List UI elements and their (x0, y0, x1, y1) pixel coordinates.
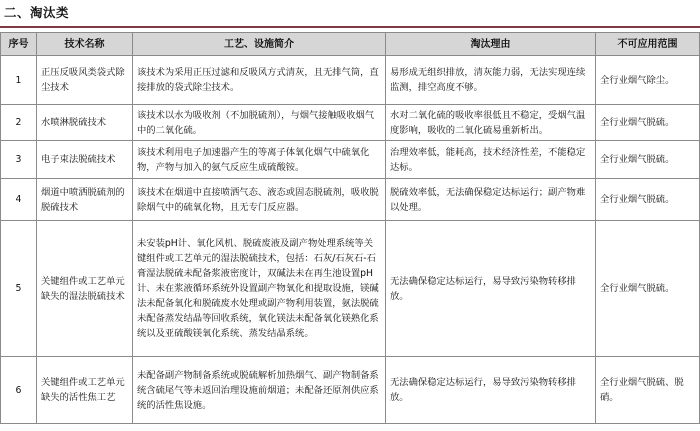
table-row (1, 105, 700, 141)
row-no: 4 (1, 179, 37, 221)
row-process-intro: 未配备副产物制备系统或脱硫解析加热烟气、副产物制备系统含硫尾气等未返回治理设施前烟道；未配备还原剂供应系统的活性焦设施。 (133, 357, 386, 424)
row-elimination-reason: 治理效率低，能耗高，技术经济性差，不能稳定达标。 (386, 141, 596, 179)
row-elimination-reason: 水对二氧化硫的吸收率很低且不稳定，受烟气温度影响，吸收的二氧化硫易重新析出。 (386, 105, 596, 141)
row-elimination-reason: 脱硫效率低，无法确保稳定达标运行；副产物难以处理。 (386, 179, 596, 221)
row-no: 2 (1, 105, 37, 141)
row-process-intro: 未安装pH计、氧化风机、脱硫废液及副产物处理系统等关键组件或工艺单元的湿法脱硫技术，包括：石灰/石灰石-石膏湿法脱硫未配备浆液密度计，双碱法未在再生池设置pH计、未在浆液循环系统外设置副产物氧化和提取设施，镁碱法未配备氧化和脱硫废水处理或副产物利用装置，氨法脱硫未配备蒸发结晶等回收系统，氧化镁法未配备氧化镁熟化系统以及亚硫酸镁氧化系统、蒸发结晶系统。 (133, 221, 386, 357)
row-technology-name: 水喷淋脱硫技术 (37, 105, 133, 141)
row-elimination-reason: 无法确保稳定达标运行，易导致污染物转移排放。 (386, 221, 596, 357)
row-no: 6 (1, 357, 37, 424)
header-no: 序号 (1, 33, 37, 56)
header-process-intro: 工艺、设施简介 (133, 33, 386, 56)
table-row (1, 357, 700, 424)
row-process-intro: 该技术在烟道中直接喷洒气态、液态或固态脱硫剂，吸收脱除烟气中的硫氧化物，且无专门反应器。 (133, 179, 386, 221)
row-inapplicable-scope: 全行业烟气脱硫。 (596, 179, 700, 221)
row-technology-name: 关键组件或工艺单元缺失的活性焦工艺 (37, 357, 133, 424)
table-header-row (1, 33, 700, 56)
table-row (1, 179, 700, 221)
row-inapplicable-scope: 全行业烟气脱硫、脱硝。 (596, 357, 700, 424)
row-no: 1 (1, 56, 37, 105)
row-inapplicable-scope: 全行业烟气脱硫。 (596, 141, 700, 179)
row-process-intro: 该技术以水为吸收剂（不加脱硫剂），与烟气接触吸收烟气中的二氧化硫。 (133, 105, 386, 141)
row-no: 5 (1, 221, 37, 357)
table-row (1, 221, 700, 357)
row-technology-name: 正压反吸风类袋式除尘技术 (37, 56, 133, 105)
row-process-intro: 该技术为采用正压过滤和反吸风方式清灰，且无排气筒，直接排放的袋式除尘技术。 (133, 56, 386, 105)
row-elimination-reason: 无法确保稳定达标运行，易导致污染物转移排放。 (386, 357, 596, 424)
row-inapplicable-scope: 全行业烟气脱硫。 (596, 105, 700, 141)
row-no: 3 (1, 141, 37, 179)
row-inapplicable-scope: 全行业烟气除尘。 (596, 56, 700, 105)
row-technology-name: 关键组件或工艺单元缺失的湿法脱硫技术 (37, 221, 133, 357)
row-inapplicable-scope: 全行业烟气脱硫。 (596, 221, 700, 357)
row-technology-name: 烟道中喷洒脱硫剂的脱硫技术 (37, 179, 133, 221)
table-row (1, 56, 700, 105)
row-process-intro: 该技术利用电子加速器产生的等离子体氧化烟气中硫氧化物，产物与加入的氨气反应生成硫酸铵。 (133, 141, 386, 179)
header-technology-name: 技术名称 (37, 33, 133, 56)
header-inapplicable-scope: 不可应用范围 (596, 33, 700, 56)
row-technology-name: 电子束法脱硫技术 (37, 141, 133, 179)
row-elimination-reason: 易形成无组织排放，清灰能力弱，无法实现连续监测，排空高度不够。 (386, 56, 596, 105)
eliminated-technologies-table (0, 32, 700, 424)
table-row (1, 141, 700, 179)
section-title: 二、淘汰类 (4, 5, 70, 20)
header-elimination-reason: 淘汰理由 (386, 33, 596, 56)
section-divider (0, 26, 700, 28)
